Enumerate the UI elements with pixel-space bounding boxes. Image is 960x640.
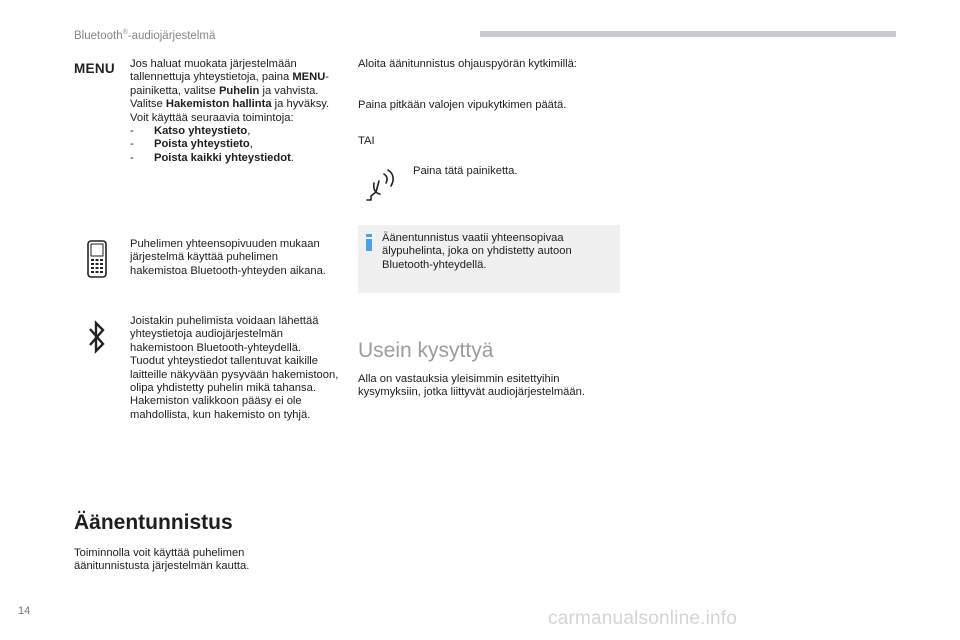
press-button-text: Paina tätä painiketta.: [413, 165, 518, 177]
phone-compatibility-text: Puhelimen yhteensopivuuden mukaan järjestelmä käyttää puhelimen hakemistoa Bluetooth-yhteyden aikana.: [130, 238, 326, 277]
list-item: - Poista kaikki yhteystiedot.: [130, 151, 294, 164]
list-item: - Katso yhteystieto,: [130, 125, 251, 138]
header-divider-bar: [480, 31, 896, 37]
voice-section-heading-wrap: [74, 511, 233, 535]
menu-paragraph-2: Valitse Hakemiston hallinta ja hyväksy.: [130, 98, 330, 111]
steering-switch-instruction: Aloita äänitunnistus ohjauspyörän kytkimillä:: [358, 58, 577, 70]
menu-icon: MENU: [74, 61, 115, 76]
bluetooth-contacts-text: Joistakin puhelimista voidaan lähettää yhteystietoja audiojärjestelmän hakemistoon Bluetooth-yhteydellä. Tuodut yhteystiedot tallentuvat kaikille laitteille näkyvään pysyvään hakemistoon, olipa yhdistetty puhelin mikä tahansa. Hakemiston valikkoon pääsy ei ole mahdollista, kun hakemisto on tyhjä.: [130, 315, 339, 421]
watermark: carmanualsonline.info: [548, 608, 738, 629]
or-separator: TAI: [358, 135, 375, 147]
phone-icon: [86, 240, 108, 278]
menu-paragraph-1: Jos haluat muokata järjestelmään tallennettuja yhteystietoja, paina MENU-painiketta, valitse Puhelin ja vahvista.: [130, 58, 330, 97]
list-item: - Poista yhteystieto,: [130, 138, 253, 151]
menu-instructions: [130, 58, 330, 165]
menu-paragraph-3: Voit käyttää seuraavia toimintoja:: [130, 111, 294, 124]
info-box-text: Äänentunnistus vaatii yhteensopivaa älypuhelinta, joka on yhdistetty autoon Bluetooth-yhteydellä.: [382, 232, 572, 271]
faq-heading-wrap: [358, 339, 493, 363]
faq-heading: Usein kysyttyä: [358, 339, 494, 362]
page-header-title: Bluetooth®-audiojärjestelmä: [74, 29, 216, 42]
voice-section-text: Toiminnolla voit käyttää puhelimen äänitunnistusta järjestelmän kautta.: [74, 547, 250, 573]
voice-command-icon: [362, 168, 400, 202]
long-press-instruction: Paina pitkään valojen vipukytkimen päätä.: [358, 99, 567, 111]
faq-text: Alla on vastauksia yleisimmin esitettyihin kysymyksiin, jotka liittyvät audiojärjestelmään.: [358, 373, 585, 399]
section-heading: Äänentunnistus: [74, 511, 233, 534]
info-icon: [366, 234, 372, 251]
page-number: 14: [18, 605, 31, 617]
bluetooth-icon: [87, 320, 107, 354]
